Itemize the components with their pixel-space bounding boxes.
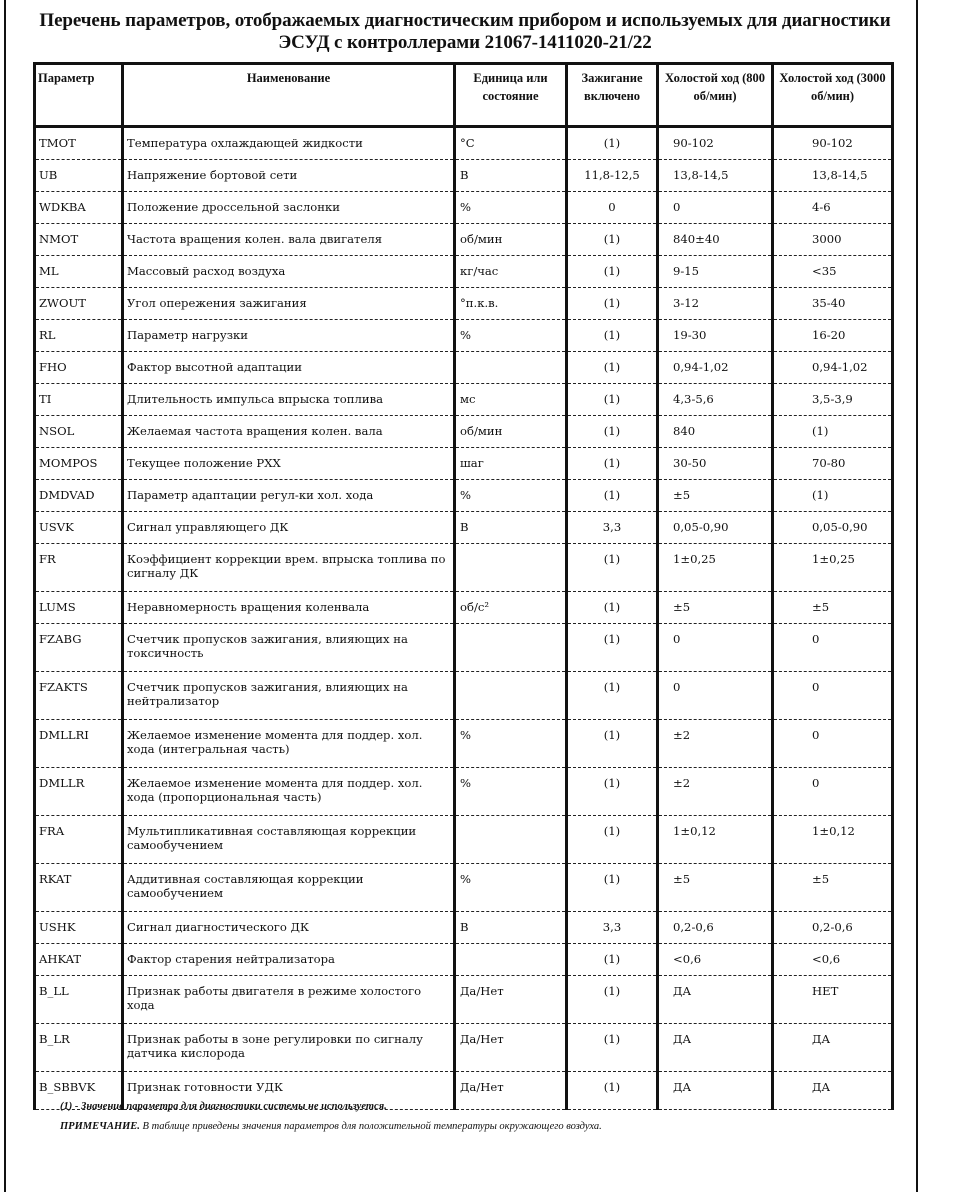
idle-3000-cell: <0,6 [773, 944, 893, 976]
idle-800-cell: 0,2-0,6 [658, 912, 773, 944]
header-unit: Единица или состояние [455, 64, 567, 127]
table-header-row [35, 64, 893, 127]
unit-cell: °C [455, 127, 567, 160]
param-cell: DMLLRI [35, 720, 123, 768]
param-cell: UB [35, 160, 123, 192]
idle-800-cell: 1±0,12 [658, 816, 773, 864]
name-cell: Сигнал управляющего ДК [123, 512, 455, 544]
unit-cell: °п.к.в. [455, 288, 567, 320]
table-row [35, 448, 893, 480]
table-row [35, 592, 893, 624]
table-row [35, 544, 893, 592]
ignition-cell: (1) [567, 816, 658, 864]
unit-cell: об/с² [455, 592, 567, 624]
name-cell: Массовый расход воздуха [123, 256, 455, 288]
document-title: Перечень параметров, отображаемых диагностическим прибором и используемых для диагностики ЭСУД с контроллерами 21067-1411020-21/22 [39, 10, 891, 53]
idle-3000-cell: (1) [773, 480, 893, 512]
header-ignition: Зажигание включено [567, 64, 658, 127]
ignition-cell: (1) [567, 672, 658, 720]
unit-cell: Да/Нет [455, 1072, 567, 1110]
param-cell: LUMS [35, 592, 123, 624]
table-row [35, 912, 893, 944]
idle-3000-cell: 1±0,25 [773, 544, 893, 592]
param-cell: NMOT [35, 224, 123, 256]
idle-3000-cell: 3,5-3,9 [773, 384, 893, 416]
table-row [35, 976, 893, 1024]
param-cell: FZABG [35, 624, 123, 672]
name-cell: Положение дроссельной заслонки [123, 192, 455, 224]
remark-text: В таблице приведены значения параметров для положительной температуры окружающего воздуха. [139, 1121, 602, 1132]
remark [28, 1120, 898, 1134]
name-cell: Аддитивная составляющая коррекции самообучением [123, 864, 455, 912]
param-cell: FHO [35, 352, 123, 384]
name-cell: Текущее положение РХХ [123, 448, 455, 480]
name-cell: Фактор старения нейтрализатора [123, 944, 455, 976]
unit-cell [455, 352, 567, 384]
name-cell: Признак готовности УДК [123, 1072, 455, 1110]
name-cell: Температура охлаждающей жидкости [123, 127, 455, 160]
idle-800-cell: 1±0,25 [658, 544, 773, 592]
ignition-cell: (1) [567, 448, 658, 480]
table-body [35, 127, 893, 1110]
param-cell: B_LR [35, 1024, 123, 1072]
param-cell: FRA [35, 816, 123, 864]
idle-3000-cell: ДА [773, 1072, 893, 1110]
idle-800-cell: 840 [658, 416, 773, 448]
ignition-cell: (1) [567, 416, 658, 448]
unit-cell: мс [455, 384, 567, 416]
param-cell: USVK [35, 512, 123, 544]
ignition-cell: (1) [567, 976, 658, 1024]
ignition-cell: (1) [567, 320, 658, 352]
unit-cell: В [455, 512, 567, 544]
idle-3000-cell: 70-80 [773, 448, 893, 480]
ignition-cell: 11,8-12,5 [567, 160, 658, 192]
idle-800-cell: ДА [658, 1072, 773, 1110]
unit-cell: В [455, 160, 567, 192]
ignition-cell: (1) [567, 944, 658, 976]
name-cell: Признак работы в зоне регулировки по сигналу датчика кислорода [123, 1024, 455, 1072]
idle-3000-cell: ДА [773, 1024, 893, 1072]
unit-cell: Да/Нет [455, 1024, 567, 1072]
idle-3000-cell: 0,94-1,02 [773, 352, 893, 384]
param-cell: RKAT [35, 864, 123, 912]
name-cell: Счетчик пропусков зажигания, влияющих на токсичность [123, 624, 455, 672]
table-row [35, 288, 893, 320]
table-row [35, 864, 893, 912]
ignition-cell: (1) [567, 544, 658, 592]
ignition-cell: (1) [567, 127, 658, 160]
table-row [35, 624, 893, 672]
unit-cell: % [455, 192, 567, 224]
page-border-right [916, 0, 918, 1192]
unit-cell: Да/Нет [455, 976, 567, 1024]
idle-800-cell: 0,94-1,02 [658, 352, 773, 384]
param-cell: TMOT [35, 127, 123, 160]
table-row [35, 1024, 893, 1072]
param-cell: B_LL [35, 976, 123, 1024]
table-row [35, 944, 893, 976]
unit-cell [455, 816, 567, 864]
idle-800-cell: 9-15 [658, 256, 773, 288]
idle-800-cell: 13,8-14,5 [658, 160, 773, 192]
page-border-left [4, 0, 6, 1192]
name-cell: Длительность импульса впрыска топлива [123, 384, 455, 416]
unit-cell [455, 624, 567, 672]
param-cell: FZAKTS [35, 672, 123, 720]
table-row [35, 352, 893, 384]
param-cell: TI [35, 384, 123, 416]
remark-label: ПРИМЕЧАНИЕ. [60, 1121, 140, 1132]
unit-cell: кг/час [455, 256, 567, 288]
idle-800-cell: 0 [658, 624, 773, 672]
footnote: (1) - Значение параметра для диагностики системы не используется. [60, 1101, 387, 1112]
unit-cell: В [455, 912, 567, 944]
idle-3000-cell: (1) [773, 416, 893, 448]
idle-800-cell: 30-50 [658, 448, 773, 480]
idle-3000-cell: НЕТ [773, 976, 893, 1024]
ignition-cell: 3,3 [567, 512, 658, 544]
param-cell: MOMPOS [35, 448, 123, 480]
name-cell: Напряжение бортовой сети [123, 160, 455, 192]
idle-3000-cell: ±5 [773, 592, 893, 624]
unit-cell: об/мин [455, 224, 567, 256]
table-row [35, 192, 893, 224]
unit-cell: об/мин [455, 416, 567, 448]
ignition-cell: (1) [567, 1072, 658, 1110]
unit-cell [455, 544, 567, 592]
name-cell: Параметр адаптации регул-ки хол. хода [123, 480, 455, 512]
table-row [35, 512, 893, 544]
idle-3000-cell: 0,05-0,90 [773, 512, 893, 544]
name-cell: Желаемое изменение момента для поддер. хол. хода (пропорциональная часть) [123, 768, 455, 816]
unit-cell: % [455, 768, 567, 816]
table-row [35, 480, 893, 512]
name-cell: Фактор высотной адаптации [123, 352, 455, 384]
ignition-cell: (1) [567, 480, 658, 512]
idle-3000-cell: 16-20 [773, 320, 893, 352]
param-cell: DMLLR [35, 768, 123, 816]
idle-3000-cell: <35 [773, 256, 893, 288]
ignition-cell: 3,3 [567, 912, 658, 944]
name-cell: Желаемая частота вращения колен. вала [123, 416, 455, 448]
name-cell: Желаемое изменение момента для поддер. хол. хода (интегральная часть) [123, 720, 455, 768]
idle-3000-cell: 0 [773, 768, 893, 816]
idle-3000-cell: ±5 [773, 864, 893, 912]
table-row [35, 768, 893, 816]
ignition-cell: (1) [567, 288, 658, 320]
idle-800-cell: ДА [658, 976, 773, 1024]
param-cell: WDKBA [35, 192, 123, 224]
table-row [35, 224, 893, 256]
header-idle-800: Холостой ход (800 об/мин) [658, 64, 773, 127]
idle-3000-cell: 13,8-14,5 [773, 160, 893, 192]
idle-800-cell: ±5 [658, 864, 773, 912]
param-cell: AHKAT [35, 944, 123, 976]
idle-800-cell: ДА [658, 1024, 773, 1072]
table-row [35, 720, 893, 768]
idle-3000-cell: 4-6 [773, 192, 893, 224]
idle-800-cell: ±5 [658, 592, 773, 624]
idle-800-cell: 19-30 [658, 320, 773, 352]
unit-cell [455, 944, 567, 976]
header-name: Наименование [123, 64, 455, 127]
idle-3000-cell: 0 [773, 720, 893, 768]
ignition-cell: (1) [567, 224, 658, 256]
name-cell: Коэффициент коррекции врем. впрыска топлива по сигналу ДК [123, 544, 455, 592]
table-row [35, 384, 893, 416]
param-cell: B_SBBVK [35, 1072, 123, 1110]
idle-800-cell: 0 [658, 192, 773, 224]
param-cell: RL [35, 320, 123, 352]
idle-800-cell: 840±40 [658, 224, 773, 256]
unit-cell [455, 672, 567, 720]
idle-800-cell: ±5 [658, 480, 773, 512]
idle-800-cell: 4,3-5,6 [658, 384, 773, 416]
notes [28, 1100, 898, 1134]
name-cell: Сигнал диагностического ДК [123, 912, 455, 944]
name-cell: Счетчик пропусков зажигания, влияющих на нейтрализатор [123, 672, 455, 720]
idle-800-cell: 3-12 [658, 288, 773, 320]
idle-800-cell: 90-102 [658, 127, 773, 160]
ignition-cell: (1) [567, 624, 658, 672]
table-row [35, 320, 893, 352]
header-param: Параметр [35, 64, 123, 127]
ignition-cell: 0 [567, 192, 658, 224]
idle-3000-cell: 90-102 [773, 127, 893, 160]
name-cell: Угол опережения зажигания [123, 288, 455, 320]
table-row [35, 672, 893, 720]
table-row [35, 127, 893, 160]
idle-3000-cell: 3000 [773, 224, 893, 256]
idle-3000-cell: 0,2-0,6 [773, 912, 893, 944]
table-row [35, 416, 893, 448]
name-cell: Мультипликативная составляющая коррекции самообучением [123, 816, 455, 864]
ignition-cell: (1) [567, 720, 658, 768]
idle-800-cell: <0,6 [658, 944, 773, 976]
ignition-cell: (1) [567, 1024, 658, 1072]
name-cell: Признак работы двигателя в режиме холостого хода [123, 976, 455, 1024]
unit-cell: % [455, 320, 567, 352]
table-row [35, 160, 893, 192]
ignition-cell: (1) [567, 256, 658, 288]
idle-800-cell: 0 [658, 672, 773, 720]
idle-3000-cell: 0 [773, 624, 893, 672]
unit-cell: % [455, 864, 567, 912]
unit-cell: шаг [455, 448, 567, 480]
unit-cell: % [455, 480, 567, 512]
idle-800-cell: ±2 [658, 720, 773, 768]
ignition-cell: (1) [567, 384, 658, 416]
ignition-cell: (1) [567, 352, 658, 384]
name-cell: Частота вращения колен. вала двигателя [123, 224, 455, 256]
table-row [35, 816, 893, 864]
idle-800-cell: ±2 [658, 768, 773, 816]
param-cell: ZWOUT [35, 288, 123, 320]
param-cell: DMDVAD [35, 480, 123, 512]
idle-3000-cell: 0 [773, 672, 893, 720]
param-cell: FR [35, 544, 123, 592]
param-cell: NSOL [35, 416, 123, 448]
ignition-cell: (1) [567, 592, 658, 624]
ignition-cell: (1) [567, 864, 658, 912]
name-cell: Параметр нагрузки [123, 320, 455, 352]
idle-800-cell: 0,05-0,90 [658, 512, 773, 544]
parameters-table [33, 62, 891, 1110]
param-cell: USHK [35, 912, 123, 944]
idle-3000-cell: 35-40 [773, 288, 893, 320]
param-cell: ML [35, 256, 123, 288]
table-row [35, 256, 893, 288]
header-idle-3000: Холостой ход (3000 об/мин) [773, 64, 893, 127]
unit-cell: % [455, 720, 567, 768]
ignition-cell: (1) [567, 768, 658, 816]
idle-3000-cell: 1±0,12 [773, 816, 893, 864]
name-cell: Неравномерность вращения коленвала [123, 592, 455, 624]
